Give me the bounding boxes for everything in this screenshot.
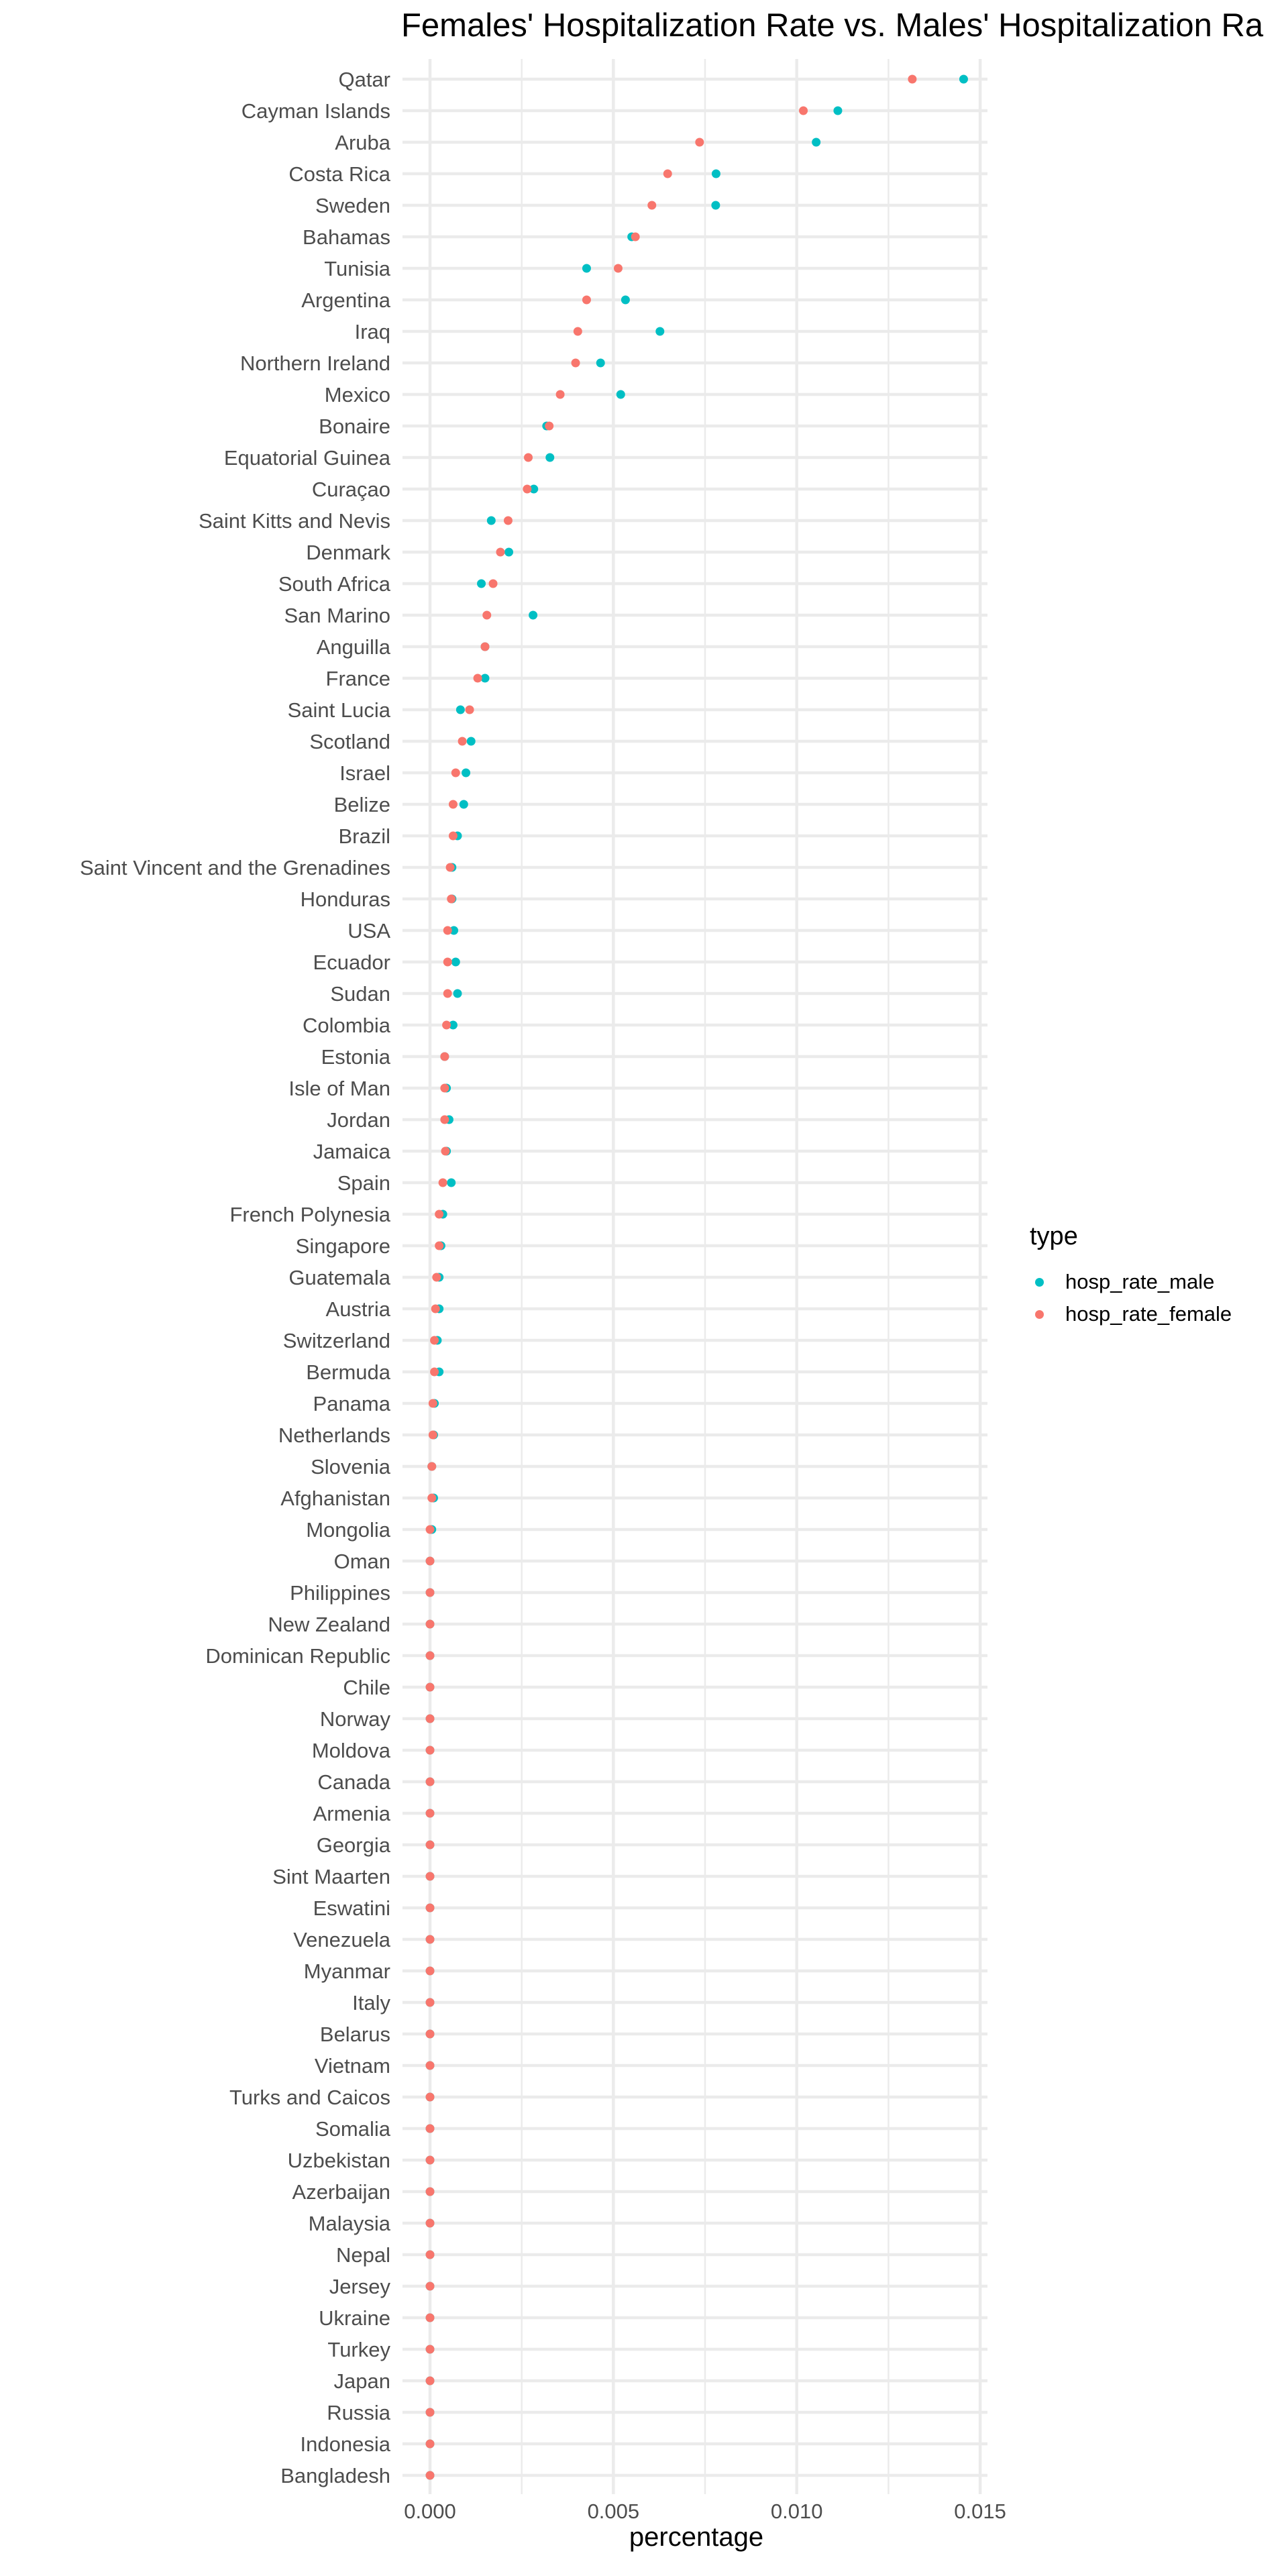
y-tick-label: Slovenia	[311, 1455, 390, 1479]
y-tick-label: Argentina	[301, 288, 390, 312]
point-hosp_rate_female	[572, 359, 580, 368]
legend-label-male: hosp_rate_male	[1065, 1270, 1215, 1293]
y-tick-label: Italy	[352, 1991, 390, 2015]
y-tick-label: Equatorial Guinea	[223, 446, 390, 470]
point-hosp_rate_female	[449, 800, 458, 809]
y-tick-label: Qatar	[338, 68, 390, 91]
point-hosp_rate_male	[504, 548, 513, 557]
point-hosp_rate_female	[426, 2345, 435, 2354]
y-tick-label: Switzerland	[282, 1329, 390, 1352]
point-hosp_rate_female	[614, 264, 623, 273]
point-hosp_rate_male	[529, 611, 537, 620]
point-hosp_rate_male	[712, 170, 720, 178]
point-hosp_rate_female	[582, 296, 591, 305]
y-tick-label: Panama	[313, 1392, 390, 1415]
y-tick-label: Belarus	[319, 2023, 390, 2046]
y-tick-label: Israel	[339, 761, 390, 785]
point-hosp_rate_female	[481, 643, 490, 651]
point-hosp_rate_female	[458, 737, 467, 746]
point-hosp_rate_male	[451, 958, 460, 967]
legend	[1030, 1222, 1232, 1330]
y-tick-label: Indonesia	[300, 2432, 390, 2456]
point-hosp_rate_female	[426, 2093, 435, 2102]
y-tick-label: Vietnam	[314, 2054, 390, 2078]
point-hosp_rate_female	[429, 1431, 437, 1440]
y-tick-label: New Zealand	[268, 1613, 390, 1636]
point-hosp_rate_female	[426, 1778, 435, 1786]
point-hosp_rate_female	[474, 674, 482, 683]
y-tick-label: Northern Ireland	[239, 352, 390, 375]
point-hosp_rate_male	[616, 390, 625, 399]
point-hosp_rate_female	[426, 2408, 435, 2417]
point-hosp_rate_female	[545, 422, 553, 431]
y-tick-label: Bangladesh	[280, 2464, 390, 2487]
y-tick-label: Uzbekistan	[287, 2149, 390, 2172]
point-hosp_rate_male	[453, 989, 462, 998]
point-hosp_rate_female	[426, 1935, 435, 1944]
point-hosp_rate_female	[426, 1620, 435, 1629]
point-hosp_rate_male	[959, 75, 968, 84]
point-hosp_rate_female	[427, 1462, 436, 1471]
point-hosp_rate_female	[426, 2030, 435, 2039]
point-hosp_rate_female	[426, 2188, 435, 2196]
y-tick-label: Singapore	[295, 1234, 390, 1258]
chart-title: Females' Hospitalization Rate vs. Males' Hospitalization Ra	[401, 7, 1264, 44]
y-tick-label: Mongolia	[306, 1518, 390, 1542]
y-tick-label: Jordan	[327, 1108, 390, 1132]
y-tick-label: Iraq	[354, 320, 390, 343]
point-hosp_rate_female	[440, 1116, 449, 1124]
y-tick-label: Isle of Man	[288, 1077, 390, 1100]
point-hosp_rate_female	[435, 1242, 443, 1250]
y-tick-label: Afghanistan	[280, 1487, 390, 1510]
y-tick-label: Oman	[333, 1550, 390, 1573]
y-tick-label: Colombia	[303, 1014, 390, 1037]
y-tick-label: Jamaica	[313, 1140, 390, 1163]
point-hosp_rate_female	[427, 1494, 436, 1503]
point-hosp_rate_female	[426, 2440, 435, 2449]
point-hosp_rate_female	[799, 107, 808, 115]
y-tick-label: Chile	[343, 1676, 390, 1699]
y-tick-label: Venezuela	[293, 1928, 390, 1951]
y-tick-label: Bonaire	[319, 415, 390, 438]
point-hosp_rate_female	[695, 138, 704, 147]
point-hosp_rate_female	[429, 1399, 437, 1408]
point-hosp_rate_female	[443, 989, 452, 998]
point-hosp_rate_female	[443, 958, 452, 967]
y-tick-label: Sudan	[330, 982, 390, 1006]
x-tick-label: 0.015	[954, 2500, 1006, 2523]
point-hosp_rate_female	[451, 769, 460, 777]
y-tick-label: Brazil	[338, 824, 390, 848]
legend-title: type	[1030, 1222, 1078, 1250]
point-hosp_rate_female	[647, 201, 656, 210]
y-tick-label: Georgia	[316, 1833, 390, 1857]
point-hosp_rate_female	[908, 75, 916, 84]
y-tick-label: Scotland	[309, 730, 390, 753]
point-hosp_rate_female	[440, 1053, 449, 1061]
y-tick-label: Japan	[333, 2369, 390, 2393]
point-hosp_rate_female	[431, 1305, 440, 1313]
point-hosp_rate_female	[426, 2061, 435, 2070]
legend-item-female	[1030, 1298, 1232, 1330]
point-hosp_rate_male	[447, 1179, 455, 1187]
point-hosp_rate_female	[443, 926, 452, 935]
y-tick-label: Bahamas	[303, 225, 390, 249]
point-hosp_rate_male	[487, 517, 496, 525]
y-tick-label: Norway	[319, 1707, 390, 1731]
legend-item-male	[1030, 1266, 1232, 1298]
point-hosp_rate_male	[582, 264, 591, 273]
point-hosp_rate_male	[467, 737, 476, 746]
y-tick-label: Spain	[337, 1171, 390, 1195]
point-hosp_rate_male	[833, 107, 842, 115]
point-hosp_rate_female	[496, 548, 504, 557]
y-tick-label: Cayman Islands	[241, 99, 390, 123]
point-hosp_rate_male	[812, 138, 820, 147]
point-hosp_rate_female	[489, 580, 498, 588]
y-tick-label: Azerbaijan	[292, 2180, 390, 2204]
x-tick-label: 0.005	[587, 2500, 640, 2523]
y-tick-label: Canada	[317, 1770, 390, 1794]
y-tick-label: South Africa	[278, 572, 390, 596]
point-hosp_rate_female	[430, 1336, 439, 1345]
x-axis-title: percentage	[629, 2522, 764, 2552]
point-hosp_rate_female	[466, 706, 474, 714]
point-hosp_rate_female	[426, 2156, 435, 2165]
point-hosp_rate_female	[426, 1998, 435, 2007]
point-hosp_rate_female	[432, 1273, 441, 1282]
x-tick-label: 0.010	[770, 2500, 823, 2523]
y-tick-label: Russia	[327, 2401, 390, 2424]
point-hosp_rate_male	[462, 769, 470, 777]
grid-lines	[402, 59, 987, 2494]
point-hosp_rate_female	[504, 517, 513, 525]
y-tick-label: USA	[347, 919, 390, 943]
point-hosp_rate_female	[441, 1147, 449, 1156]
y-tick-label: Philippines	[290, 1581, 390, 1605]
y-tick-label: Ukraine	[319, 2306, 390, 2330]
point-hosp_rate_female	[426, 1715, 435, 1723]
y-tick-label: Somalia	[315, 2117, 390, 2141]
y-tick-label: Costa Rica	[288, 162, 390, 186]
point-hosp_rate_female	[426, 1841, 435, 1849]
y-tick-label: Malaysia	[308, 2212, 390, 2235]
y-tick-label: Mexico	[324, 383, 390, 407]
point-hosp_rate_female	[426, 2377, 435, 2385]
y-tick-label: Estonia	[321, 1045, 390, 1069]
y-tick-label: France	[325, 667, 390, 690]
y-tick-label: Guatemala	[288, 1266, 390, 1289]
point-hosp_rate_female	[449, 832, 458, 841]
y-tick-label: Ecuador	[313, 951, 390, 974]
point-hosp_rate_female	[426, 1746, 435, 1755]
y-tick-label: Austria	[325, 1297, 390, 1321]
point-hosp_rate_female	[447, 895, 455, 904]
y-tick-label: Netherlands	[278, 1424, 390, 1447]
point-hosp_rate_female	[426, 2219, 435, 2228]
point-hosp_rate_male	[460, 800, 468, 809]
point-hosp_rate_male	[456, 706, 465, 714]
y-tick-label: Tunisia	[324, 257, 390, 280]
point-hosp_rate_female	[426, 2282, 435, 2291]
point-hosp_rate_female	[574, 327, 582, 336]
x-tick-label: 0.000	[404, 2500, 456, 2523]
point-hosp_rate_female	[426, 1967, 435, 1976]
point-hosp_rate_female	[426, 1589, 435, 1597]
y-tick-label: Aruba	[335, 131, 390, 154]
y-tick-label: Armenia	[313, 1802, 390, 1825]
y-tick-label: Saint Lucia	[287, 698, 390, 722]
point-hosp_rate_female	[426, 1872, 435, 1881]
y-tick-label: Bermuda	[306, 1360, 390, 1384]
point-hosp_rate_female	[426, 1683, 435, 1692]
point-hosp_rate_female	[426, 1557, 435, 1566]
point-hosp_rate_female	[426, 1525, 435, 1534]
point-hosp_rate_male	[655, 327, 664, 336]
y-tick-label: Denmark	[306, 541, 390, 564]
y-tick-label: San Marino	[284, 604, 390, 627]
point-hosp_rate_female	[426, 1904, 435, 1913]
y-tick-label: Turkey	[327, 2338, 390, 2361]
legend-key-male-dot	[1035, 1278, 1044, 1287]
y-tick-label: Moldova	[311, 1739, 390, 1762]
point-hosp_rate_female	[426, 2251, 435, 2259]
y-tick-label: Myanmar	[303, 1960, 390, 1983]
point-hosp_rate_female	[426, 2314, 435, 2322]
y-tick-label: Honduras	[300, 888, 390, 911]
y-tick-label: Eswatini	[313, 1896, 390, 1920]
point-hosp_rate_female	[426, 2471, 435, 2480]
point-hosp_rate_female	[439, 1179, 447, 1187]
point-hosp_rate_female	[524, 453, 533, 462]
point-hosp_rate_female	[430, 1368, 439, 1377]
point-hosp_rate_female	[426, 2125, 435, 2133]
x-axis-labels	[404, 2500, 1006, 2523]
point-hosp_rate_female	[482, 611, 491, 620]
y-tick-label: Nepal	[336, 2243, 390, 2267]
y-tick-label: French Polynesia	[229, 1203, 390, 1226]
y-tick-label: Jersey	[329, 2275, 390, 2298]
y-tick-label: Saint Vincent and the Grenadines	[79, 856, 390, 879]
point-hosp_rate_female	[426, 1652, 435, 1660]
y-tick-label: Sint Maarten	[272, 1865, 390, 1888]
point-hosp_rate_female	[435, 1210, 443, 1219]
point-hosp_rate_male	[545, 453, 554, 462]
y-axis-labels	[80, 68, 391, 2487]
point-hosp_rate_female	[426, 1809, 435, 1818]
point-hosp_rate_female	[440, 1084, 449, 1093]
point-hosp_rate_male	[621, 296, 630, 305]
point-hosp_rate_female	[631, 233, 640, 241]
point-hosp_rate_female	[663, 170, 672, 178]
y-tick-label: Anguilla	[316, 635, 390, 659]
point-hosp_rate_male	[596, 359, 605, 368]
point-hosp_rate_female	[446, 863, 455, 872]
point-hosp_rate_female	[523, 485, 531, 494]
y-tick-label: Curaçao	[311, 478, 390, 501]
y-tick-label: Turks and Caicos	[229, 2086, 390, 2109]
y-tick-label: Saint Kitts and Nevis	[198, 509, 390, 533]
y-tick-label: Belize	[333, 793, 390, 816]
legend-key-female-dot	[1035, 1310, 1044, 1319]
point-hosp_rate_male	[477, 580, 486, 588]
point-hosp_rate_female	[556, 390, 565, 399]
point-hosp_rate_male	[711, 201, 720, 210]
legend-label-female: hosp_rate_female	[1065, 1302, 1232, 1326]
y-tick-label: Dominican Republic	[205, 1644, 390, 1668]
y-tick-label: Sweden	[315, 194, 390, 217]
point-hosp_rate_female	[442, 1021, 451, 1030]
